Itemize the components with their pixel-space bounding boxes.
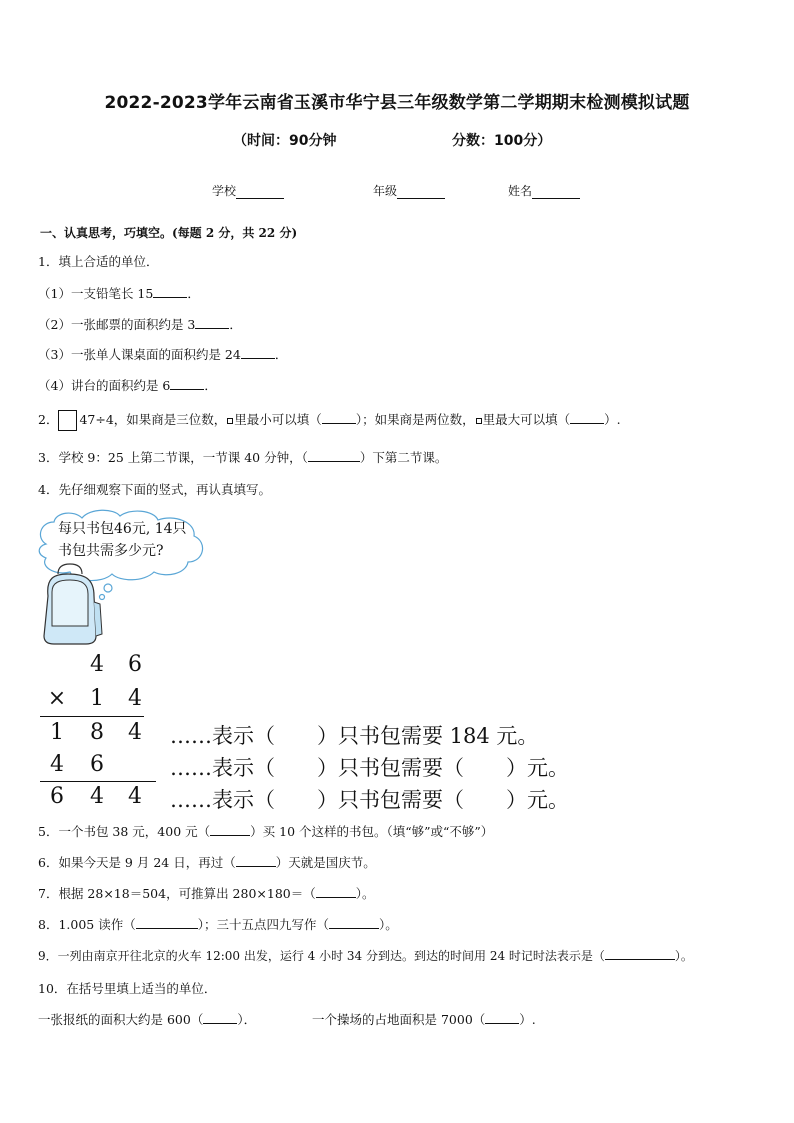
school-field: 学校 xyxy=(212,182,284,199)
question-10-part-b: 一个操场的占地面积是 7000（ ）. xyxy=(312,1012,536,1027)
name-field: 姓名 xyxy=(508,182,580,199)
question-2: 2． 47÷4，如果商是三位数， 里最小可以填（ ）；如果商是两位数， 里最大可以填（ ）. xyxy=(38,410,621,431)
question-1-stem: 1．填上合适的单位． xyxy=(38,254,159,269)
question-3: 3．学校 9：25 上第二节课，一节课 40 分钟，（ ）下第二节课。 xyxy=(38,450,448,465)
digit: 4 xyxy=(90,784,104,809)
digit: 1 xyxy=(50,720,64,745)
explanation-line-1: ……表示（ ）只书包需要 184 元。 xyxy=(170,724,539,748)
digit: 4 xyxy=(128,686,142,711)
digit: 4 xyxy=(128,784,142,809)
exam-time: （时间：90分钟 xyxy=(233,133,337,149)
question-1-part-4: （4）讲台的面积约是 6 ． xyxy=(38,378,217,393)
question-6: 6．如果今天是 9 月 24 日，再过（ ）天就是国庆节。 xyxy=(38,855,376,870)
question-1-part-3: （3）一张单人课桌面的面积约是 24 ． xyxy=(38,347,288,362)
bubble-text-line-2: 书包共需多少元? xyxy=(58,543,164,559)
question-9: 9．一列由南京开往北京的火车 12:00 出发，运行 4 小时 34 分到达。到达的时间用 24 时记时法表示是（ ）。 xyxy=(38,949,693,963)
question-1-part-2: （2）一张邮票的面积约是 3 ． xyxy=(38,317,242,332)
digit: 8 xyxy=(90,720,104,745)
exam-score: 分数：100分） xyxy=(452,133,552,149)
divider-line xyxy=(40,716,144,717)
question-10-part-a: 一张报纸的面积大约是 600（ ）． xyxy=(38,1012,257,1027)
digit-box xyxy=(58,410,77,431)
digit: 4 xyxy=(90,652,104,677)
multiply-sign: × xyxy=(47,686,67,711)
question-4-stem: 4．先仔细观察下面的竖式，再认真填写。 xyxy=(38,482,271,497)
grade-field: 年级 xyxy=(373,182,445,199)
small-box-icon xyxy=(227,418,233,424)
question-1-part-1: （1）一支铅笔长 15 ． xyxy=(38,286,200,301)
question-5: 5．一个书包 38 元，400 元（ ）买 10 个这样的书包。（填“够”或“不够”） xyxy=(38,824,494,839)
digit: 4 xyxy=(128,720,142,745)
question-8: 8．1.005 读作（ ）；三十五点四九写作（ ）。 xyxy=(38,917,398,932)
digit: 6 xyxy=(90,752,104,777)
digit: 6 xyxy=(128,652,142,677)
section-heading: 一、认真思考，巧填空。(每题 2 分，共 22 分) xyxy=(40,226,298,240)
digit: 4 xyxy=(50,752,64,777)
page-title: 2022-2023学年云南省玉溪市华宁县三年级数学第二学期期末检测模拟试题 xyxy=(104,93,690,113)
small-box-icon xyxy=(476,418,482,424)
digit: 1 xyxy=(90,686,104,711)
digit: 6 xyxy=(50,784,64,809)
divider-line xyxy=(40,781,156,782)
explanation-line-2: ……表示（ ）只书包需要（ ）元。 xyxy=(170,756,569,780)
question-10-stem: 10．在括号里填上适当的单位． xyxy=(38,981,217,996)
bubble-text-line-1: 每只书包46元, 14只 xyxy=(58,521,187,537)
explanation-line-3: ……表示（ ）只书包需要（ ）元。 xyxy=(170,788,569,812)
question-7: 7．根据 28×18＝504，可推算出 280×180＝（ ）。 xyxy=(38,886,375,901)
